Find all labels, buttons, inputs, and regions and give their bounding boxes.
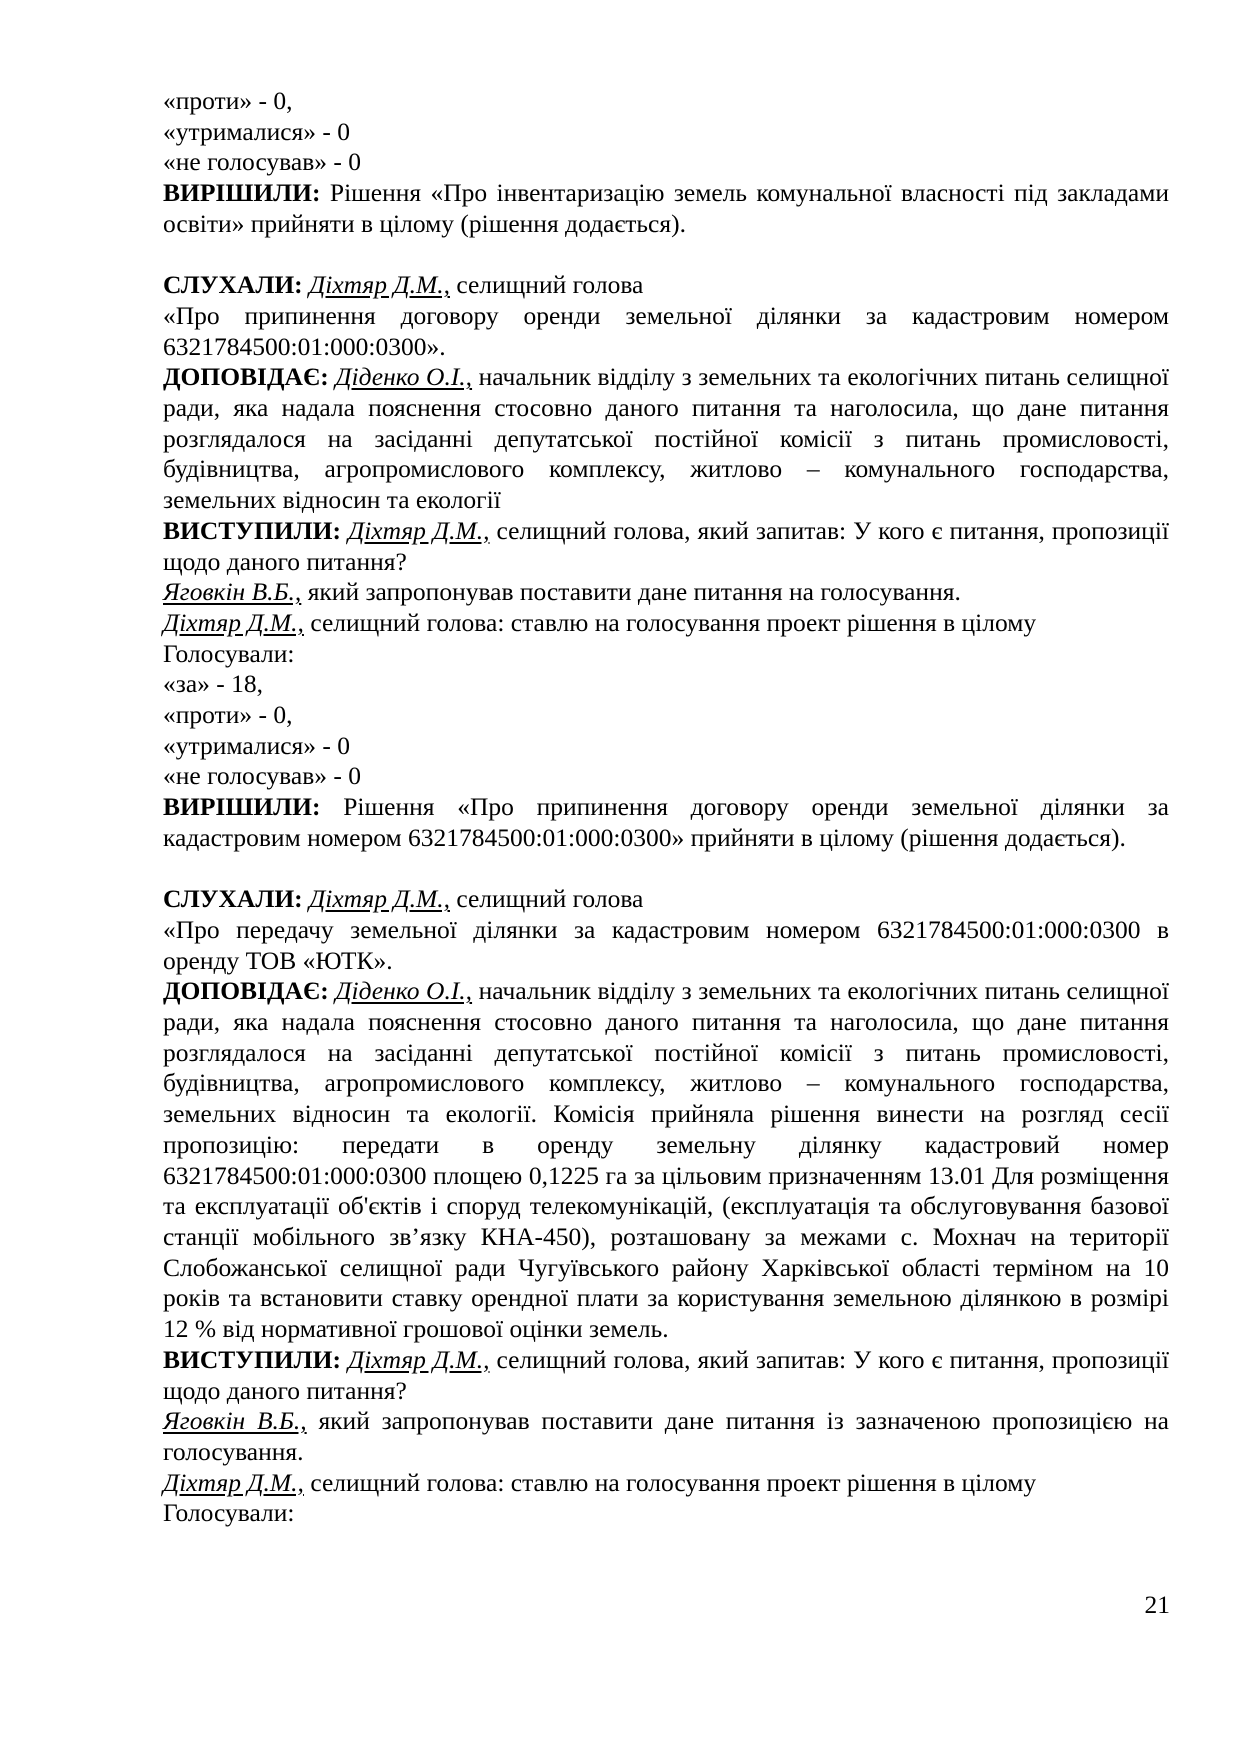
speaker-role: селищний голова: [449, 884, 644, 914]
vote-abstained: «утрималися» - 0: [163, 116, 351, 146]
report-paragraph: [163, 362, 1169, 516]
section-gap: [163, 240, 1169, 271]
chair-line: [163, 1468, 1169, 1499]
spoke-paragraph: [163, 1345, 1169, 1406]
document-page: [163, 86, 1169, 1529]
decision-text: Рішення «Про припинення договору оренди земельної ділянки за кадастровим номером 6321784500:01:000:0300» прийняти в цілому (рішення додається).: [163, 792, 1169, 852]
spoke-name: Діхтяр Д.М.,: [347, 515, 490, 545]
speaker-role: селищний голова: [449, 270, 644, 300]
chair-name: Діхтяр Д.М.,: [163, 607, 304, 637]
voted-label: Голосували:: [163, 638, 295, 668]
page-number: 21: [1144, 1590, 1170, 1619]
spoke-text: селищний голова, який запитав: У кого є питання, пропозиції щодо даного питання?: [163, 515, 1169, 576]
report-text: начальник відділу з земельних та екологічних питань селищної ради, яка надала пояснення стосовно даного питання та наголосила, що дане питання розглядалося на засіданні депутатської постійної комісії з питань промисловості, будівництва, агропромислового комплексу, житлово – комунального господарства, земельних відносин та екології. Комісія прийняла рішення винести на розгляд сесії пропозицію: передати в оренду земельну ділянку кадастровий номер 6321784500:01:000:0300 площею 0,1225 га за цільовим призначенням 13.01 Для розміщення та експлуатації об'єктів і споруд телекомунікацій, (експлуатація та обслуговування базової станції мобільного зв’язку КНА-450), розташовану за межами с. Мохнач на території Слобожанської селищної ради Чугуївського району Харківської області терміном на 10 років та встановити ставку орендної плати за користування земельною ділянкою в розмірі 12 % від нормативної грошової оцінки земель.: [163, 976, 1169, 1344]
proposal-text: який запропонував поставити дане питання із зазначеною пропозицією на голосування.: [163, 1406, 1169, 1466]
proposal-line: [163, 1406, 1169, 1467]
reporter-name: Діденко О.І.,: [335, 976, 473, 1006]
chair-text: селищний голова: ставлю на голосування проект рішення в цілому: [303, 1467, 1037, 1497]
agenda-title: «Про припинення договору оренди земельної ділянки за кадастровим номером 6321784500:01:000:0300».: [163, 300, 1169, 361]
speaker-name: Діхтяр Д.М.,: [309, 884, 450, 914]
section-gap: [163, 854, 1169, 885]
spoke-name: Діхтяр Д.М.,: [347, 1344, 490, 1374]
vote-not-voted: «не голосував» - 0: [163, 147, 361, 177]
spoke-label: ВИСТУПИЛИ:: [163, 515, 341, 545]
report-label: ДОПОВІДАЄ:: [163, 362, 329, 392]
proposal-line: [163, 577, 1169, 608]
proposal-name: Яговкін В.Б.,: [163, 1406, 307, 1436]
report-label: ДОПОВІДАЄ:: [163, 976, 329, 1006]
report-text: начальник відділу з земельних та екологічних питань селищної ради, яка надала пояснення стосовно даного питання та наголосила, що дане питання розглядалося на засіданні депутатської постійної комісії з питань промисловості, будівництва, агропромислового комплексу, житлово – комунального господарства, земельних відносин та екології: [163, 362, 1169, 515]
vote-not-voted: «не голосував» - 0: [163, 761, 361, 791]
decision-label: ВИРІШИЛИ:: [163, 792, 321, 822]
chair-name: Діхтяр Д.М.,: [163, 1467, 304, 1497]
decision-label: ВИРІШИЛИ:: [163, 178, 321, 208]
heard-label: СЛУХАЛИ:: [163, 270, 303, 300]
vote-for: «за» - 18,: [163, 669, 264, 699]
decision-text: Рішення «Про інвентаризацію земель комунальної власності під закладами освіти» прийняти в цілому (рішення додається).: [163, 178, 1169, 238]
proposal-name: Яговкін В.Б.,: [163, 577, 302, 607]
report-paragraph: [163, 976, 1169, 1344]
heard-line: [163, 884, 1169, 915]
voted-label: Голосували:: [163, 1498, 295, 1528]
heard-line: [163, 270, 1169, 301]
spoke-label: ВИСТУПИЛИ:: [163, 1344, 341, 1374]
spoke-text: селищний голова, який запитав: У кого є питання, пропозиції щодо даного питання?: [163, 1344, 1169, 1405]
chair-line: [163, 608, 1169, 639]
vote-abstained: «утрималися» - 0: [163, 730, 351, 760]
vote-against: «проти» - 0,: [163, 700, 293, 730]
spoke-paragraph: [163, 516, 1169, 577]
vote-against: «проти» - 0,: [163, 86, 293, 115]
proposal-text: який запропонував поставити дане питання на голосування.: [301, 577, 961, 607]
heard-label: СЛУХАЛИ:: [163, 884, 303, 914]
decision-paragraph: [163, 178, 1169, 239]
chair-text: селищний голова: ставлю на голосування проект рішення в цілому: [303, 607, 1037, 637]
agenda-title: «Про передачу земельної ділянки за кадастровим номером 6321784500:01:000:0300 в оренду ТОВ «ЮТК».: [163, 914, 1169, 975]
reporter-name: Діденко О.І.,: [335, 362, 473, 392]
speaker-name: Діхтяр Д.М.,: [309, 270, 450, 300]
decision-paragraph: [163, 792, 1169, 853]
